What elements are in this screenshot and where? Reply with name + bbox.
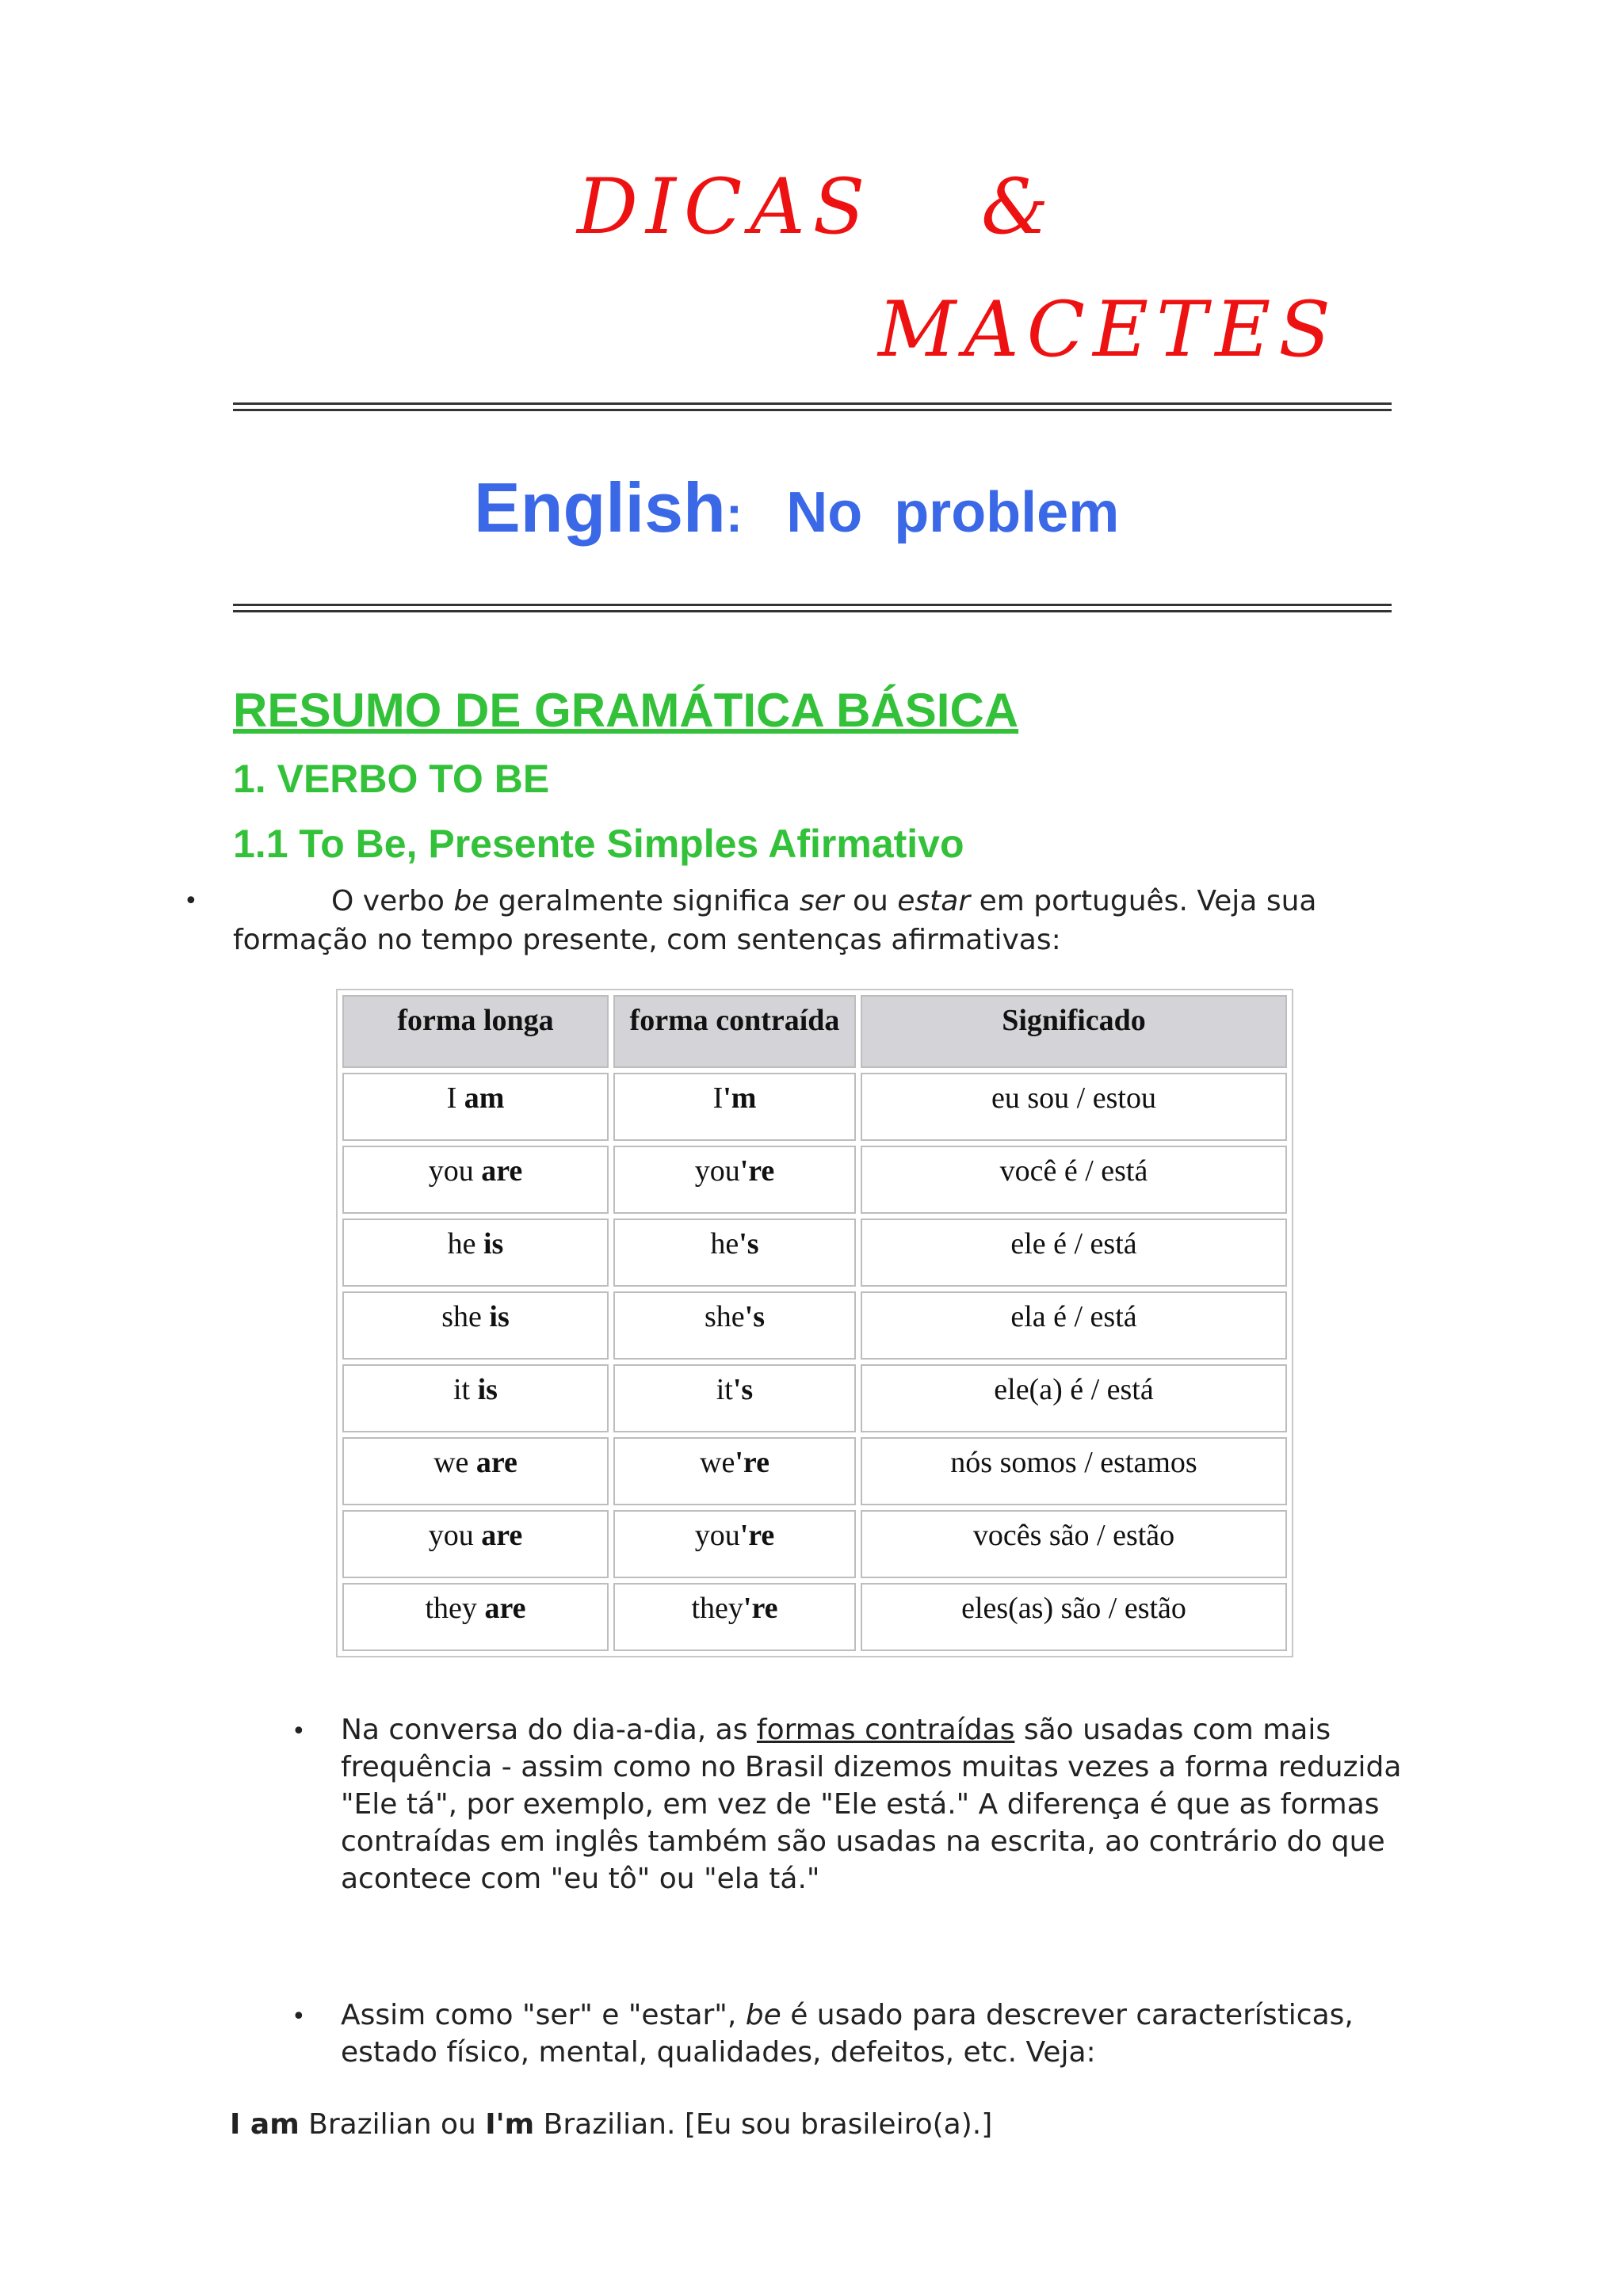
bullet1-line5: acontece com "eu tô" ou "ela tá." [341,1863,820,1895]
bullet2-be: be [745,1999,781,2031]
cell-forma-longa [342,1219,609,1287]
intro-be: be [453,885,490,917]
cell-forma-longa [342,1510,609,1578]
table-row [342,1291,1287,1360]
cell-significado [861,1291,1287,1360]
cell-significado [861,1219,1287,1287]
pronoun-text: you [428,1154,482,1188]
cell-significado [861,1437,1287,1505]
pronoun-text: I [712,1081,724,1115]
cell-forma-contraida [613,1291,856,1360]
cell-significado [861,1510,1287,1578]
table-row [342,1583,1287,1651]
table-row [342,1146,1287,1214]
title-dicas: DICAS [577,162,873,251]
bullet1-line4: contraídas em inglês também são usadas na escrita, ao contrário do que [341,1825,1385,1858]
cell-forma-longa [342,1291,609,1360]
pronoun-text: she [441,1300,490,1333]
bullet2-line1 [341,1997,1354,2034]
cell-forma-contraida [613,1437,856,1505]
subtitle-colon: : [725,486,743,543]
contraction-text: 're [739,1154,775,1188]
intro-text: O verbo [331,885,454,917]
double-rule-bottom-line1 [233,604,1392,606]
pronoun-text: we [433,1446,476,1479]
meaning-text: ele(a) é / está [994,1373,1154,1406]
cell-significado [861,1073,1287,1141]
meaning-text: eles(as) são / estão [961,1592,1186,1625]
cell-forma-contraida [613,1219,856,1287]
double-rule-top-line2 [233,409,1392,411]
verb-text: are [484,1592,526,1625]
pronoun-text: it [716,1373,733,1406]
contraction-text: 's [732,1373,754,1406]
intro-line1 [331,883,1316,920]
meaning-text: nós somos / estamos [950,1446,1197,1479]
pronoun-text: she [704,1300,745,1333]
subtitle-english: English [474,468,726,547]
pronoun-text: they [425,1592,485,1625]
subtitle [474,467,1119,548]
pronoun-text: I [446,1081,464,1115]
title-ampersand: & [981,162,1057,251]
bullet2-paragraph [341,1997,1354,2071]
example-text: Brazilian ou [299,2108,486,2141]
meaning-text: você é / está [999,1154,1148,1188]
verb-text: is [489,1300,510,1333]
meaning-text: ela é / está [1010,1300,1137,1333]
header-forma-contraida: forma contraída [613,995,856,1068]
bullet1-line3: "Ele tá", por exemplo, em vez de "Ele está." A diferença é que as formas [341,1788,1380,1821]
cell-significado [861,1364,1287,1432]
example-im: I'm [485,2108,535,2141]
cell-forma-contraida [613,1073,856,1141]
cell-significado [861,1583,1287,1651]
contraction-text: 're [739,1519,775,1552]
section-heading: 1. VERBO TO BE [233,757,550,801]
bullet-marker: • [292,1718,306,1745]
bullet-marker: • [184,887,198,915]
bullet-marker: • [292,2003,306,2031]
example-i-am: I am [230,2108,300,2141]
bullet1-text: são usadas com mais [1014,1714,1331,1746]
title-macetes: MACETES [878,285,1339,374]
verb-text: are [475,1446,517,1479]
pronoun-text: he [710,1227,739,1261]
contraction-text: 's [744,1300,765,1333]
bullet2-text: é usado para descrever características, [781,1999,1354,2031]
to-be-table [336,989,1293,1657]
subtitle-no-problem: No problem [786,481,1120,544]
bullet1-line1 [341,1711,1401,1749]
cell-significado [861,1146,1287,1214]
intro-estar: estar [897,885,971,917]
contraction-text: 're [735,1446,769,1479]
cell-forma-longa [342,1364,609,1432]
pronoun-text: you [694,1519,740,1552]
example-sentence [230,2106,992,2143]
intro-text: geralmente significa [489,885,800,917]
table-row [342,1364,1287,1432]
bullet2-text: Assim como "ser" e "estar", [341,1999,746,2031]
pronoun-text: he [447,1227,483,1261]
table-row [342,1437,1287,1505]
verb-text: is [477,1373,498,1406]
pronoun-text: we [700,1446,735,1479]
cell-forma-longa [342,1073,609,1141]
verb-text: am [464,1081,505,1115]
cell-forma-longa [342,1583,609,1651]
bullet1-paragraph [341,1711,1401,1897]
pronoun-text: you [428,1519,482,1552]
table-header-row [342,995,1287,1068]
main-heading: RESUMO DE GRAMÁTICA BÁSICA [233,684,1019,737]
pronoun-text: you [694,1154,740,1188]
cell-forma-contraida [613,1583,856,1651]
double-rule-top-line1 [233,402,1392,405]
subsection-heading: 1.1 To Be, Presente Simples Afirmativo [233,822,964,866]
example-text: Brazilian. [Eu sou brasileiro(a).] [534,2108,993,2141]
cell-forma-contraida [613,1510,856,1578]
table-row [342,1219,1287,1287]
double-rule-bottom-line2 [233,610,1392,612]
cell-forma-contraida [613,1146,856,1214]
bullet1-line2: frequência - assim como no Brasil dizemos muitas vezes a forma reduzida [341,1751,1402,1783]
intro-text: em português. Veja sua [970,885,1317,917]
meaning-text: ele é / está [1010,1227,1137,1261]
verb-text: is [483,1227,504,1261]
bullet2-line2: estado físico, mental, qualidades, defeitos, etc. Veja: [341,2036,1096,2069]
meaning-text: vocês são / estão [972,1519,1175,1552]
pronoun-text: it [453,1373,478,1406]
verb-text: are [481,1519,523,1552]
pronoun-text: they [691,1592,743,1625]
header-forma-longa: forma longa [342,995,609,1068]
bullet1-text: Na conversa do dia-a-dia, as [341,1714,757,1746]
header-significado: Significado [861,995,1287,1068]
intro-ser: ser [799,885,844,917]
intro-line2: formação no tempo presente, com sentenças afirmativas: [233,924,1061,956]
cell-forma-longa [342,1437,609,1505]
formas-contraidas-link[interactable]: formas contraídas [756,1714,1015,1746]
contraction-text: 's [739,1227,759,1261]
verb-text: are [481,1154,523,1188]
table-row [342,1073,1287,1141]
table-row [342,1510,1287,1578]
cell-forma-longa [342,1146,609,1214]
to-be-table-wrapper [336,989,1293,1657]
meaning-text: eu sou / estou [991,1081,1156,1115]
cell-forma-contraida [613,1364,856,1432]
intro-text: ou [843,885,898,917]
contraction-text: 'm [723,1081,757,1115]
contraction-text: 're [743,1592,778,1625]
